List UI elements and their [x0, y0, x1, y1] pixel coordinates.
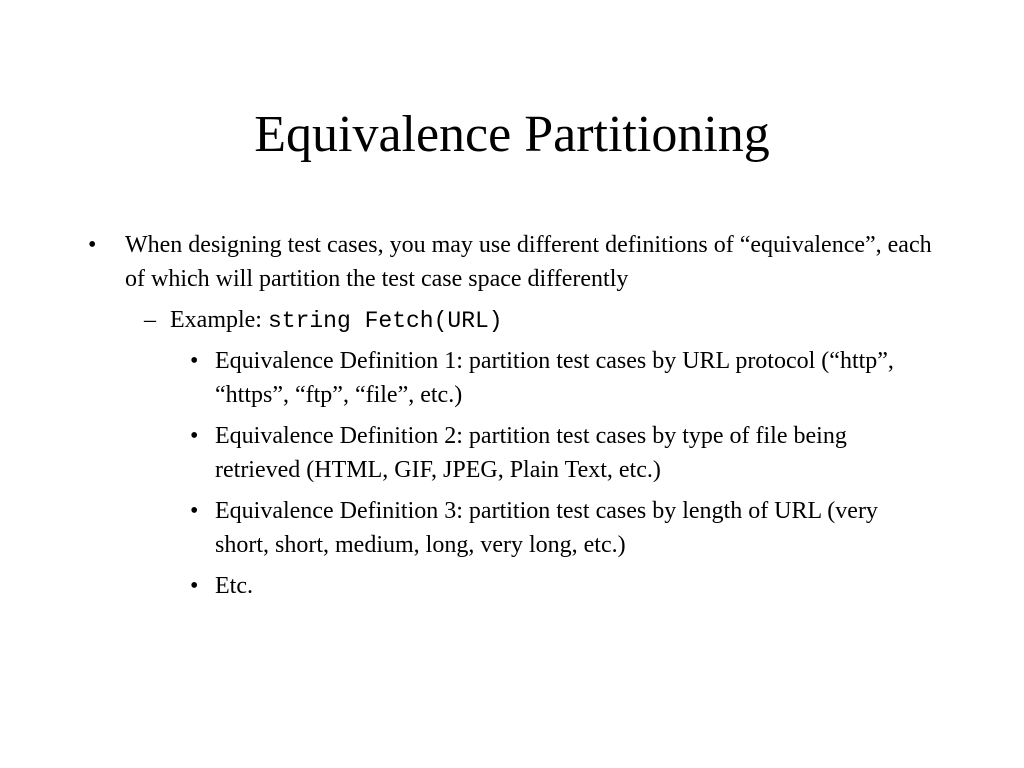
bullet-text: Etc.: [215, 573, 253, 599]
bullet-level-2: [80, 303, 940, 338]
bullet-text: Equivalence Definition 1: partition test cases by URL protocol (“http”, “https”, “ftp”, “file”, etc.): [215, 348, 894, 408]
bullet-level-1: [80, 228, 940, 296]
bullet-level-3: [80, 344, 905, 412]
bullet-marker: •: [190, 573, 199, 599]
bullet-marker: •: [190, 423, 199, 449]
bullet-level-3: [80, 419, 905, 487]
bullet-text: Equivalence Definition 2: partition test cases by type of file being retrieved (HTML, GIF, JPEG, Plain Text, etc.): [215, 423, 847, 483]
bullet-text: When designing test cases, you may use different definitions of “equivalence”, each of which will partition the test case space differently: [125, 232, 932, 292]
example-code: string Fetch(URL): [267, 308, 503, 334]
slide-title: Equivalence Partitioning: [254, 106, 770, 163]
bullet-level-3: [80, 494, 905, 562]
dash-marker: –: [144, 307, 156, 333]
slide-body: [80, 228, 940, 610]
bullet-marker: •: [190, 348, 199, 374]
bullet-marker: •: [190, 498, 199, 524]
bullet-marker: •: [88, 232, 97, 258]
example-label: Example:: [170, 307, 268, 333]
bullet-level-3: [80, 569, 905, 603]
bullet-text: Equivalence Definition 3: partition test cases by length of URL (very short, short, medium, long, very long, etc.): [215, 498, 878, 558]
